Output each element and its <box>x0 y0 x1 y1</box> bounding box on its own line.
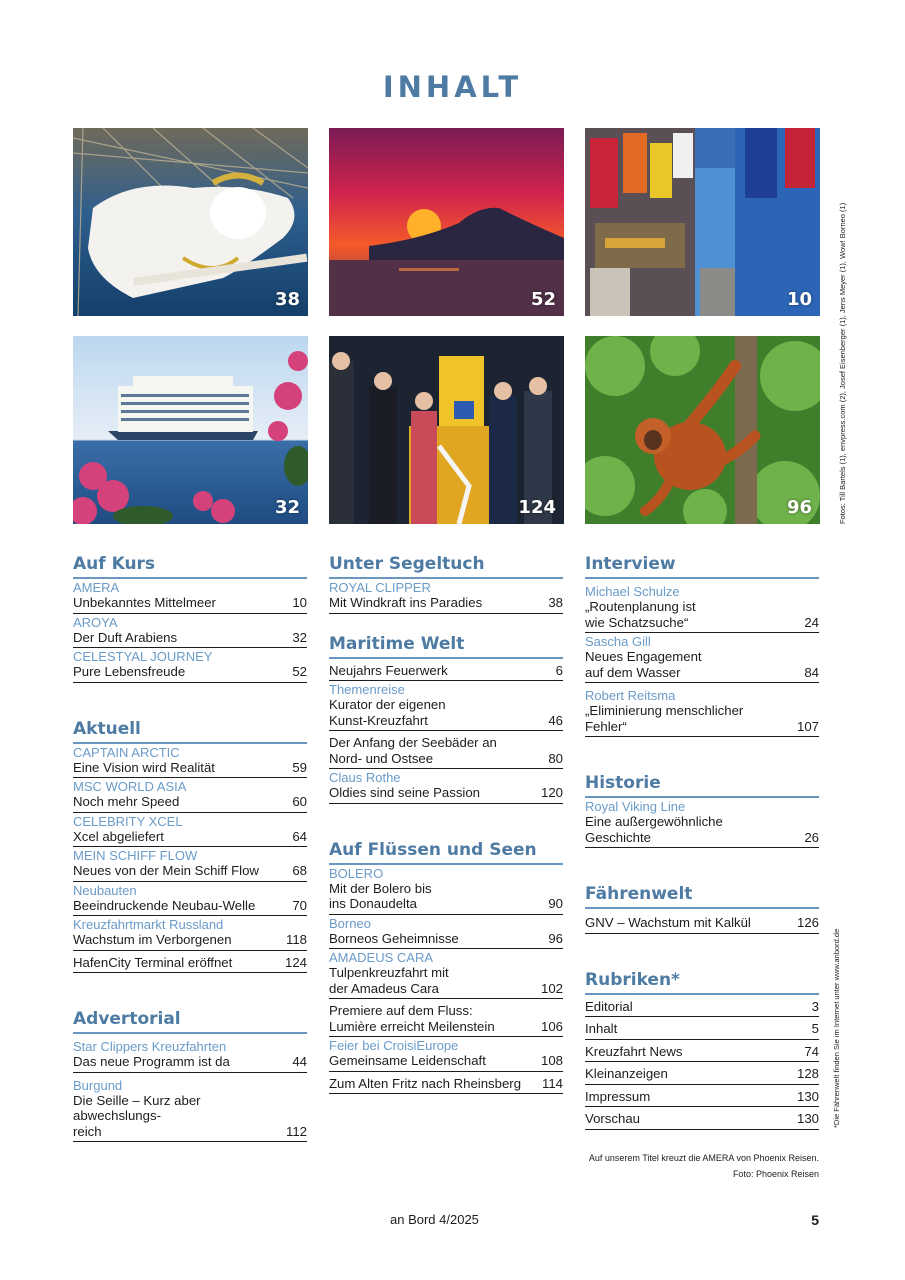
entry-title: Beeindruckende Neubau-Welle <box>73 897 256 913</box>
entry-title: Kleinanzeigen <box>585 1066 668 1081</box>
entry-page: 118 <box>285 932 307 947</box>
toc-entry[interactable] <box>329 1072 563 1095</box>
section-heading: Aktuell <box>73 717 307 744</box>
photo-orangutan[interactable] <box>585 336 820 524</box>
page-title: INHALT <box>382 70 523 104</box>
entry-page: 80 <box>548 750 563 766</box>
entry-kicker: AMADEUS CARA <box>329 950 434 965</box>
entry-title: Mit der Bolero bis ins Donaudelta <box>329 880 432 911</box>
section-heading: Advertorial <box>73 1007 307 1034</box>
section-heading: Interview <box>585 552 819 579</box>
toc-entry[interactable] <box>585 579 819 633</box>
entry-title: Noch mehr Speed <box>73 794 180 809</box>
section-heading: Auf Kurs <box>73 552 307 579</box>
entry-title: Unbekanntes Mittelmeer <box>73 595 216 610</box>
entry-kicker: BOLERO <box>329 865 384 881</box>
entry-page: 6 <box>555 662 563 678</box>
toc-entry[interactable] <box>73 1034 307 1073</box>
entry-page: 26 <box>804 829 819 845</box>
entry-page: 52 <box>292 664 307 679</box>
toc-entry[interactable] <box>329 659 563 682</box>
entry-kicker: AMERA <box>73 580 120 595</box>
entry-page: 96 <box>548 930 563 946</box>
entry-kicker: MEIN SCHIFF FLOW <box>73 848 198 863</box>
entry-kicker: Burgund <box>73 1077 123 1093</box>
entry-kicker: CAPTAIN ARCTIC <box>73 744 180 760</box>
entry-title: Oldies sind seine Passion <box>329 785 481 800</box>
entry-title: Zum Alten Fritz nach Rheinsberg <box>329 1075 522 1091</box>
entry-title: Neues von der Mein Schiff Flow <box>73 863 259 878</box>
entry-title: Editorial <box>585 998 633 1014</box>
entry-kicker: AROYA <box>73 614 118 630</box>
toc-entry[interactable] <box>73 778 307 813</box>
entry-title: Der Duft Arabiens <box>73 629 178 645</box>
toc-entry[interactable] <box>585 909 819 934</box>
entry-page: 59 <box>292 759 307 775</box>
toc-entry[interactable] <box>329 1037 563 1072</box>
toc-column-1 <box>73 552 307 1142</box>
entry-page: 126 <box>796 915 819 930</box>
online-note: *Die Fährenwelt finden Sie im Internet unter www.anbord.de <box>832 928 841 1128</box>
entry-page: 5 <box>811 1021 819 1036</box>
toc-entry[interactable] <box>73 916 307 951</box>
entry-page: 120 <box>540 785 563 800</box>
toc-entry[interactable] <box>585 1107 819 1130</box>
magazine-issue: an Bord 4/2025 <box>390 1212 479 1227</box>
toc-entry[interactable] <box>585 798 819 848</box>
entry-title: Die Seille – Kurz aber abwechslungs- reich <box>73 1092 201 1139</box>
entry-title: „Eliminierung menschlicher Fehler“ <box>585 703 744 734</box>
ceremony-photo <box>329 336 564 524</box>
entry-page: 114 <box>541 1075 563 1091</box>
entry-page: 108 <box>540 1053 563 1068</box>
entry-page: 60 <box>292 794 307 809</box>
toc-entry[interactable] <box>73 744 307 779</box>
entry-page: 130 <box>796 1088 819 1104</box>
entry-kicker: CELEBRITY XCEL <box>73 813 183 829</box>
ship-figurehead-photo <box>73 128 308 316</box>
section-heading: Historie <box>585 771 819 798</box>
entry-title: Mit Windkraft ins Paradies <box>329 595 483 610</box>
photo-sunset[interactable] <box>329 128 564 316</box>
entry-page: 128 <box>796 1066 819 1081</box>
entry-page: 10 <box>292 595 307 610</box>
entry-page: 3 <box>811 998 819 1014</box>
entry-page: 84 <box>804 664 819 680</box>
photo-cruise-ship[interactable] <box>73 336 308 524</box>
entry-title: Kurator der eigenen Kunst-Kreuzfahrt <box>329 697 446 728</box>
photo-market-alley[interactable] <box>585 128 820 316</box>
photo-ceremony[interactable] <box>329 336 564 524</box>
entry-kicker: ROYAL CLIPPER <box>329 580 431 595</box>
photo-page-number: 52 <box>530 289 556 310</box>
entry-page: 24 <box>804 614 819 630</box>
entry-title: Premiere auf dem Fluss: Lumière erreicht Meilenstein <box>329 1003 495 1034</box>
entry-page: 112 <box>285 1123 307 1139</box>
toc-entry[interactable] <box>585 1062 819 1085</box>
entry-page: 68 <box>292 863 307 878</box>
entry-title: Das neue Programm ist da <box>73 1054 230 1069</box>
entry-page: 102 <box>540 980 563 996</box>
toc-entry[interactable] <box>329 579 563 614</box>
entry-page: 106 <box>540 1018 563 1034</box>
sunset-photo <box>329 128 564 316</box>
photo-credit: Fotos: Till Bartels (1), envpress.com (2), Josef Eisenberger (1), Jens Meyer (1), Wow! Borneo (1) <box>838 202 847 524</box>
entry-page: 46 <box>548 712 563 728</box>
entry-page: 32 <box>292 629 307 645</box>
entry-kicker: Robert Reitsma <box>585 688 676 703</box>
entry-title: Eine außergewöhnliche Geschichte <box>585 814 723 845</box>
toc-entry[interactable] <box>329 949 563 999</box>
photo-page-number: 10 <box>786 289 812 310</box>
entry-kicker: Royal Viking Line <box>585 799 686 814</box>
entry-title: Kreuzfahrt News <box>585 1043 683 1059</box>
toc-entry[interactable] <box>585 1085 819 1108</box>
section-heading: Rubriken* <box>585 968 819 995</box>
entry-page: 107 <box>796 718 819 734</box>
entry-page: 130 <box>796 1111 819 1126</box>
photo-page-number: 124 <box>518 497 556 518</box>
cruise-ship-photo <box>73 336 308 524</box>
entry-kicker: Borneo <box>329 915 371 931</box>
entry-title: Wachstum im Verborgenen <box>73 932 232 947</box>
toc-entry[interactable] <box>73 648 307 683</box>
entry-title: HafenCity Terminal eröffnet <box>73 954 233 970</box>
cover-photo-credit: Foto: Phoenix Reisen <box>732 1169 819 1179</box>
entry-kicker: Themenreise <box>329 682 405 697</box>
entry-kicker: Star Clippers Kreuzfahrten <box>73 1039 227 1054</box>
entry-page: 38 <box>548 595 563 610</box>
entry-title: Neues Engagement auf dem Wasser <box>585 649 702 680</box>
photo-page-number: 38 <box>274 289 300 310</box>
section-heading: Maritime Welt <box>329 632 563 659</box>
cover-note-line: Auf unserem Titel kreuzt die AMERA von Phoenix Reisen. <box>588 1153 819 1163</box>
toc-entry[interactable] <box>73 847 307 882</box>
entry-title: Impressum <box>585 1088 651 1104</box>
toc-entry[interactable] <box>585 1017 819 1040</box>
section-heading: Unter Segeltuch <box>329 552 563 579</box>
section-heading: Fährenwelt <box>585 882 819 909</box>
toc-entry[interactable] <box>329 731 563 769</box>
photo-page-number: 96 <box>786 497 812 518</box>
photo-figurehead[interactable] <box>73 128 308 316</box>
section-heading: Auf Flüssen und Seen <box>329 838 563 865</box>
entry-title: Inhalt <box>585 1021 618 1036</box>
toc-entry[interactable] <box>73 951 307 974</box>
entry-title: GNV – Wachstum mit Kalkül <box>585 915 751 930</box>
entry-page: 70 <box>292 897 307 913</box>
toc-entry[interactable] <box>329 865 563 915</box>
cover-note <box>589 1150 819 1182</box>
page-number: 5 <box>811 1212 819 1228</box>
toc-entry[interactable] <box>73 882 307 917</box>
toc-entry[interactable] <box>585 1040 819 1063</box>
toc-entry[interactable] <box>73 813 307 848</box>
toc-entry[interactable] <box>329 769 563 804</box>
entry-kicker: Kreuzfahrtmarkt Russland <box>73 917 224 932</box>
toc-entry[interactable] <box>329 999 563 1037</box>
entry-title: „Routenplanung ist wie Schatzsuche“ <box>585 599 696 630</box>
entry-kicker: Claus Rothe <box>329 770 401 785</box>
toc-column-3 <box>585 552 819 1130</box>
entry-title: Gemeinsame Leidenschaft <box>329 1053 486 1068</box>
entry-title: Tulpenkreuzfahrt mit der Amadeus Cara <box>329 965 449 996</box>
toc-entry[interactable] <box>73 1073 307 1143</box>
entry-page: 64 <box>292 828 307 844</box>
entry-title: Xcel abgeliefert <box>73 828 164 844</box>
entry-page: 90 <box>548 896 563 911</box>
entry-title: Vorschau <box>585 1111 640 1126</box>
toc-entry[interactable] <box>329 681 563 731</box>
entry-kicker: MSC WORLD ASIA <box>73 779 187 794</box>
entry-title: Der Anfang der Seebäder an Nord- und Ostsee <box>329 735 497 766</box>
toc-entry[interactable] <box>585 633 819 683</box>
entry-page: 44 <box>292 1054 307 1069</box>
toc-entry[interactable] <box>73 579 307 614</box>
toc-entry[interactable] <box>585 683 819 737</box>
toc-entry[interactable] <box>585 995 819 1018</box>
entry-title: Pure Lebensfreude <box>73 664 186 679</box>
entry-title: Borneos Geheimnisse <box>329 930 459 946</box>
entry-page: 124 <box>284 954 307 970</box>
entry-kicker: Feier bei CroisiEurope <box>329 1038 459 1053</box>
toc-column-2 <box>329 552 563 1094</box>
entry-title: Eine Vision wird Realität <box>73 759 215 775</box>
orangutan-photo <box>585 336 820 524</box>
entry-page: 74 <box>804 1043 819 1059</box>
market-alley-photo <box>585 128 820 316</box>
entry-kicker: Neubauten <box>73 882 137 898</box>
photo-page-number: 32 <box>274 497 300 518</box>
entry-title: Neujahrs Feuerwerk <box>329 662 448 678</box>
toc-entry[interactable] <box>329 915 563 950</box>
entry-kicker: Michael Schulze <box>585 584 680 599</box>
entry-kicker: CELESTYAL JOURNEY <box>73 649 213 664</box>
toc-entry[interactable] <box>73 614 307 649</box>
entry-kicker: Sascha Gill <box>585 634 651 649</box>
